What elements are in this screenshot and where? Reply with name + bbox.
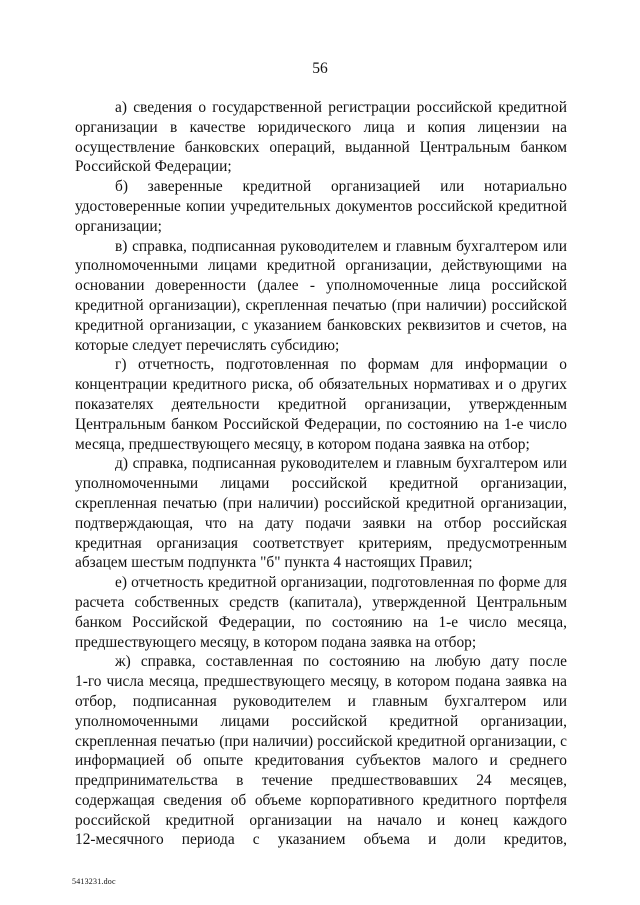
document-file-code: 5413231.doc	[72, 877, 116, 886]
text-line: которые следует перечислять субсидию;	[75, 336, 340, 354]
text-line: Центральным банком Российской Федерации, по состоянию на 1-е число	[75, 415, 567, 433]
text-line: а) сведения о государственной регистрации российской кредитной	[115, 99, 567, 116]
text-line: е) отчетность кредитной организации, подготовленная по форме для	[115, 574, 567, 592]
text-line: расчета собственных средств (капитала), утвержденной Центральным	[75, 593, 567, 611]
paragraph-d	[75, 454, 567, 573]
text-line: скрепленная печатью (при наличии) российской кредитной организации, с	[75, 732, 567, 750]
text-line: кредитной организации), скрепленная печатью (при наличии) российской	[75, 296, 567, 314]
text-line: 1-го числа месяца, предшествующего месяцу, в котором подана заявка на	[75, 673, 567, 691]
text-line: месяца, предшествующего месяцу, в котором подана заявка на отбор;	[75, 435, 530, 453]
paragraph-b	[75, 177, 567, 236]
text-line: б) заверенные кредитной организацией или нотариально	[115, 178, 567, 196]
text-line: основании доверенности (далее - уполномоченные лица российской	[75, 277, 567, 295]
text-line: концентрации кредитного риска, об обязательных нормативах и о других	[75, 376, 567, 394]
text-line: г) отчетность, подготовленная по формам для информации о	[115, 356, 567, 374]
text-line: организации;	[75, 217, 162, 235]
text-line: 12-месячного периода с указанием объема и доли кредитов,	[75, 831, 567, 849]
body-text	[75, 98, 567, 850]
text-line: уполномоченными лицами российской кредитной организации,	[75, 475, 567, 493]
text-line: ж) справка, составленная по состоянию на любую дату после	[115, 653, 567, 671]
text-line: организации в качестве юридического лица и копия лицензии на	[75, 118, 567, 136]
text-line: д) справка, подписанная руководителем и главным бухгалтером или	[115, 455, 567, 473]
paragraph-g	[75, 355, 567, 454]
paragraph-a	[75, 98, 567, 177]
text-line: удостоверенные копии учредительных документов российской кредитной	[75, 197, 567, 215]
text-line: содержащая сведения об объеме корпоративного кредитного портфеля	[75, 791, 567, 809]
text-line: отбор, подписанная руководителем и главным бухгалтером или	[75, 692, 567, 710]
page-number: 56	[312, 60, 328, 77]
text-line: кредитной организации, с указанием банковских реквизитов и счетов, на	[75, 316, 567, 334]
paragraph-zh	[75, 652, 567, 850]
text-line: российской кредитной организации на начало и конец каждого	[75, 811, 567, 829]
paragraph-e	[75, 573, 567, 652]
text-line: кредитная организация соответствует критериям, предусмотренным	[75, 534, 567, 552]
text-line: Российской Федерации;	[75, 158, 232, 176]
text-line: информацией об опыте кредитования субъектов малого и среднего	[75, 752, 567, 770]
text-line: уполномоченными лицами кредитной организации, действующими на	[75, 257, 567, 275]
text-line: абзацем шестым подпункта "б" пункта 4 настоящих Правил;	[75, 554, 473, 572]
text-line: подтверждающая, что на дату подачи заявки на отбор российская	[75, 514, 567, 532]
text-line: предпринимательства в течение предшествовавших 24 месяцев,	[75, 772, 567, 790]
text-line: банком Российской Федерации, по состоянию на 1-е число месяца,	[75, 613, 567, 631]
text-line: уполномоченными лицами российской кредитной организации,	[75, 712, 567, 730]
text-line: показателях деятельности кредитной организации, утвержденным	[75, 395, 567, 413]
text-line: осуществление банковских операций, выданной Центральным банком	[75, 138, 567, 156]
text-line: скрепленная печатью (при наличии) российской кредитной организации,	[75, 494, 567, 512]
text-line: предшествующего месяцу, в котором подана заявка на отбор;	[75, 633, 477, 651]
text-line: в) справка, подписанная руководителем и главным бухгалтером или	[115, 237, 567, 255]
paragraph-v	[75, 237, 567, 356]
